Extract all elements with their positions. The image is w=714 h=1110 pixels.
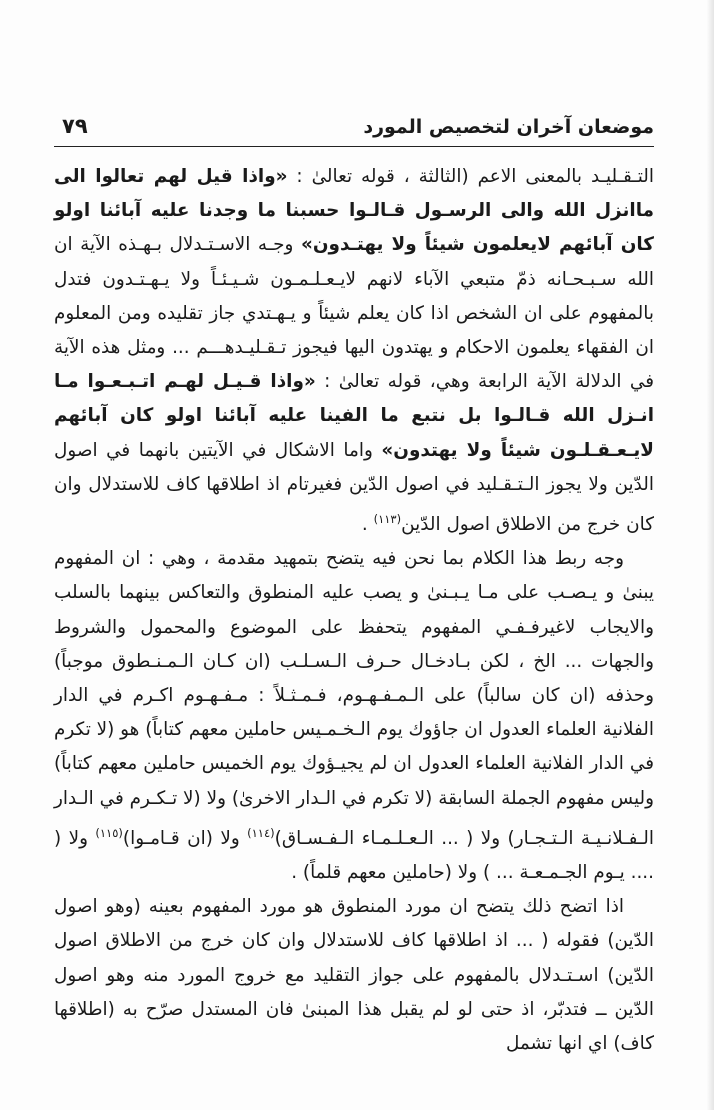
paragraph-1 — [54, 160, 654, 542]
footnote-ref-113: (١١٣) — [373, 512, 402, 527]
footnote-ref-115: (١١٥) — [95, 825, 123, 840]
paragraph-1-text-2: وجـه الاسـتـدلال بـهـذه الآية ان الله سـبـحـانه ذمّ متبعي الآباء لانهم لايـعـلـمـون شـيـئـاً ولا يـهـتـدون فتدل بالمفهوم على ان الشخص اذا كان يعلم شيئاً و يـهـتدي جاز تقليده ومن المعلوم ان الفقهاء يعلمون الاحكام و يهتدون اليها فيجوز تـقـليـدهـــم ... ومثل هذه الآية في الدلالة الآية الرابعة وهي، قوله تعالىٰ : — [54, 234, 655, 393]
header-rule — [54, 146, 654, 147]
page-header — [54, 112, 654, 148]
paragraph-2-text-1: وجه ربط هذا الكلام بما نحن فيه يتضح بتمهيد مقدمة ، وهي : ان المفهوم يبنىٰ و يـصـب على مـا يـبـنىٰ و يصب عليه المنطوق والتعاكس بينهما بالسلب والايجاب لاغيرفـفـي المفهوم يتحفظ على الموضوع والمحمول والشروط والجهات ... الخ ، لكن بـادخـال حـرف الـسـلـب (ان كـان الـمـنـطوق موجباً) وحذفه (ان كان سالباً) على الـمـفـهـوم، فـمـثـلاً : مـفـهـوم اكـرم في الدار الفلانية العلماء العدول ان جاؤوك يوم الـخـمـيس حاملين معهم كتاباً) هو (لا تكرم في الدار الفلانية العلماء العدول ان لم يجيـؤوك يوم الخميس حاملين معهم كتاباً) وليس مفهوم الجملة السابقة (لا تكرم في الـدار الاخرىٰ) ولا (لا تـكـرم في الـدار الـفـلانـيـة الـتـجـار) ولا ( ... الـعـلـمـاء الـفـسـاق) — [54, 548, 654, 849]
running-title: موضعان آخران لتخصيص المورد — [363, 116, 654, 138]
paragraph-1-text-4: . — [361, 514, 374, 536]
quran-quote-1: «واذا قيل لهم تعالوا الى ماانزل الله والى الرسـول قـالـوا حسبنا ما وجدنا عليه آبائنا اولو كان آبائهم لايعلمون شيئاً ولا يهتـدون» — [54, 166, 654, 256]
paragraph-1-text-1: التـقـليـد بالمعنى الاعم (الثالثة ، قوله تعالىٰ : — [287, 166, 654, 187]
page-number: ٧٩ — [62, 114, 88, 138]
paragraph-2-text-3: ولا ( .... يـوم الجـمـعـة ... ) ولا (حاملين معهم قلماً) . — [54, 827, 654, 884]
page-spine-shadow — [706, 0, 714, 1110]
paragraph-3 — [54, 890, 654, 1061]
paragraph-2 — [54, 542, 654, 890]
paragraph-3-text-1: اذا اتضح ذلك يتضح ان مورد المنطوق هو مورد المفهوم بعينه (وهو اصول الدّين) فقوله ( ... اذ اطلاقها كاف للاستدلال وان كان خرج من الاطلاق اصول الدّين) اسـتـدلال بالمفهوم على جواز التقليد مع خروج المورد منه وهو اصول الدّين ــ فتدبّر، اذ حتى لو لم يقبل هذا المبنىٰ فان المستدل صرّح به (اطلاقها كاف) اي انها تشمل — [54, 896, 654, 1055]
paragraph-1-text-3: واما الاشكال في الآيتين بانهما في اصول الدّين ولا يجوز الـتـقـليد في اصول الدّين فغيرتام اذ اطلاقها كاف للاستدلال وان كان خرج من الاطلاق اصول الدّين — [54, 439, 654, 536]
footnote-ref-114: (١١٤) — [247, 825, 275, 840]
body-text — [54, 160, 654, 1061]
paragraph-2-text-2: ولا (ان قـامـوا) — [122, 827, 248, 849]
quran-quote-2: «واذا قـيـل لهـم اتـبـعـوا مـا انـزل الله قـالـوا بل نتبع ما الفينا عليه آبائنا اولو كان آبائهم لايـعـقـلـون شيئاً ولا يهتدون» — [54, 371, 654, 461]
